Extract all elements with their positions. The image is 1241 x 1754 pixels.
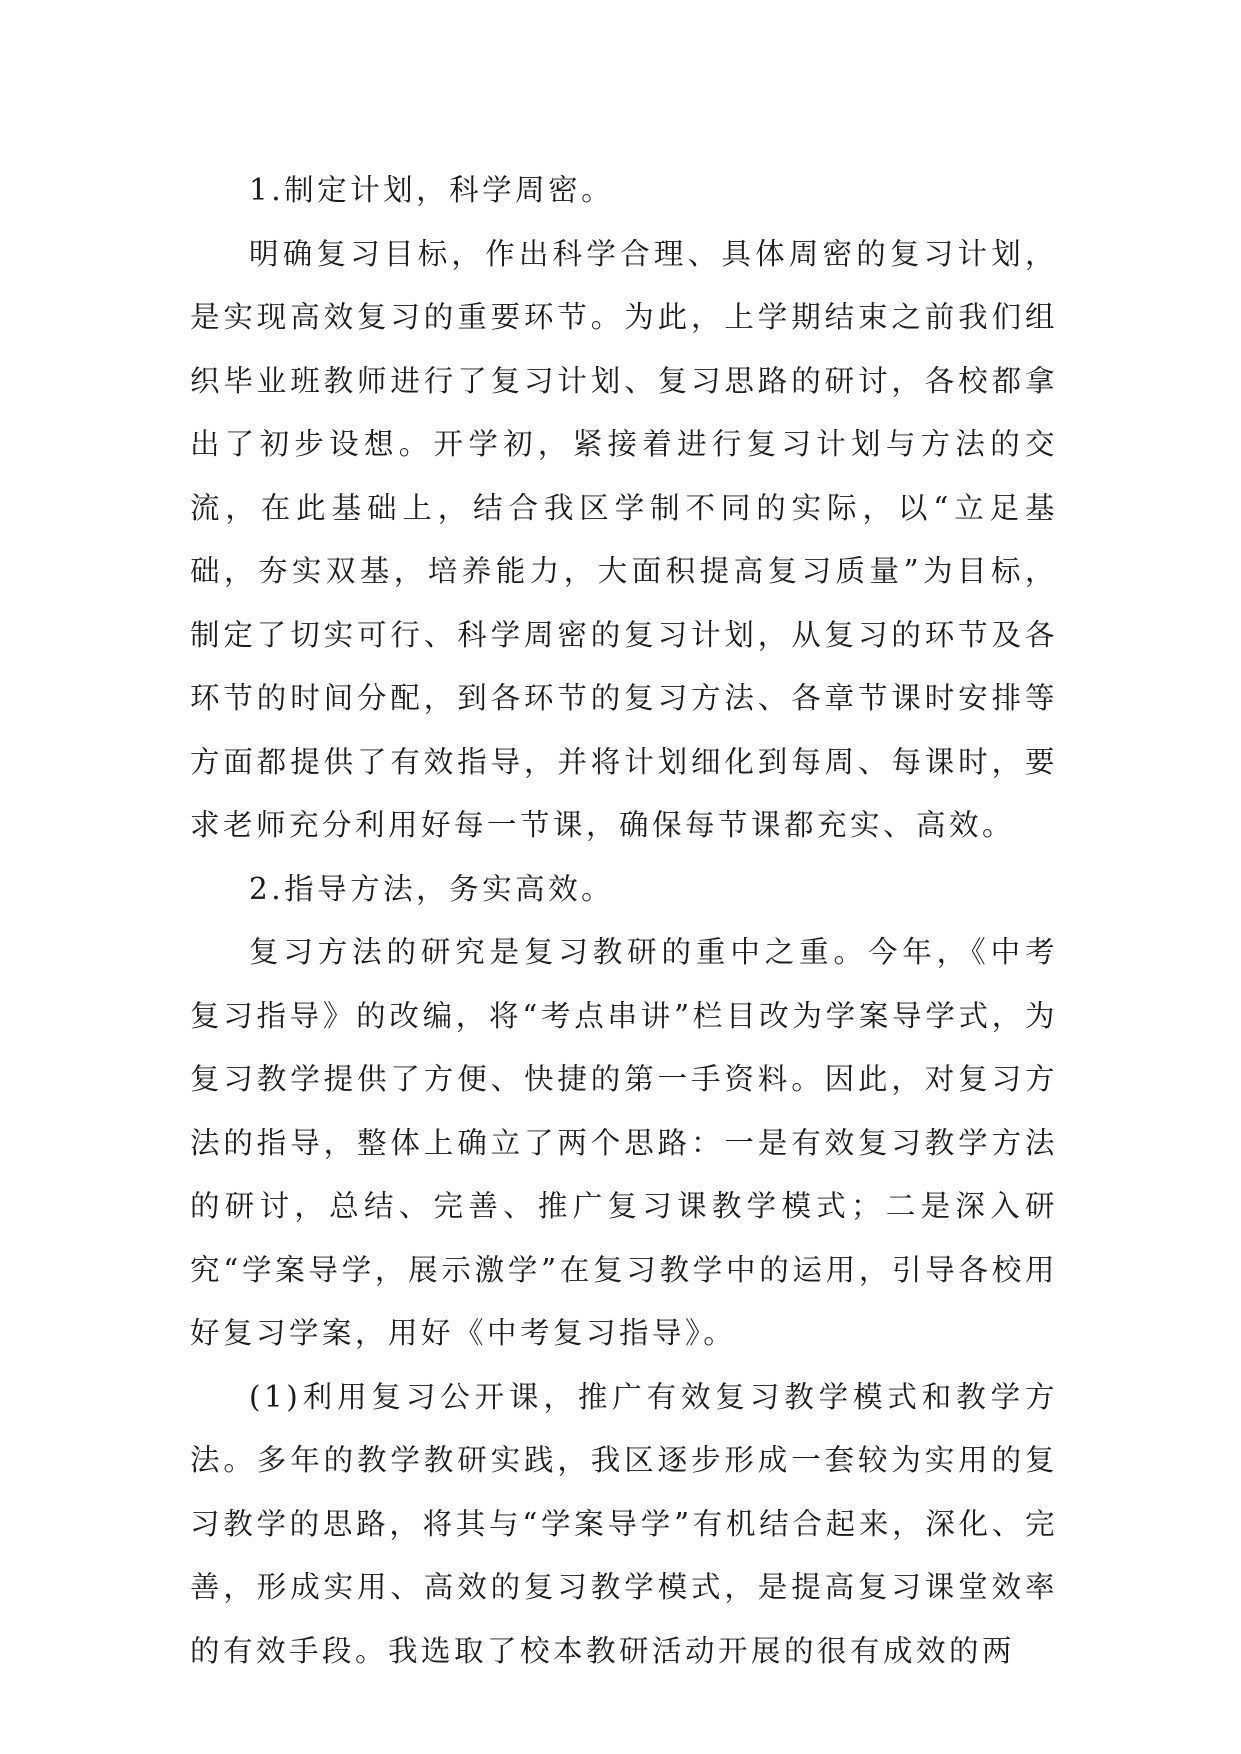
paragraph-plan: 明确复习目标，作出科学合理、具体周密的复习计划，是实现高效复习的重要环节。为此，上学期结束之前我们组织毕业班教师进行了复习计划、复习思路的研讨，各校都拿出了初步设想。开学初，紧接着进行复习计划与方法的交流，在此基础上，结合我区学制不同的实际，以“立足基础，夯实双基，培养能力，大面积提高复习质量”为目标，制定了切实可行、科学周密的复习计划，从复习的环节及各环节的时间分配，到各环节的复习方法、各章节课时安排等方面都提供了有效指导，并将计划细化到每周、每课时，要求老师充分利用好每一节课，确保每节课都充实、高效。 xyxy=(190,236,1058,842)
paragraph-method: 复习方法的研究是复习教研的重中之重。今年，《中考复习指导》的改编，将“考点串讲”栏目改为学案导学式，为复习教学提供了方便、快捷的第一手资料。因此，对复习方法的指导，整体上确立了两个思路：一是有效复习教学方法的研讨，总结、完善、推广复习课教学模式；二是深入研究“学案导学，展示激学”在复习教学中的运用，引导各校用好复习学案，用好《中考复习指导》。 xyxy=(190,935,1058,1350)
paragraph-public-lesson: (1)利用复习公开课，推广有效复习教学模式和教学方法。多年的教学教研实践，我区逐步形成一套较为实用的复习教学的思路，将其与“学案导学”有机结合起来，深化、完善，形成实用、高效的复习教学模式，是提高复习课堂效率的有效手段。我选取了校本教研活动开展的很有成效的两 xyxy=(190,1379,1058,1668)
document-body xyxy=(190,159,1058,1683)
section-heading-1: 1.制定计划，科学周密。 xyxy=(249,173,615,207)
section-heading-2: 2.指导方法，务实高效。 xyxy=(249,871,615,906)
